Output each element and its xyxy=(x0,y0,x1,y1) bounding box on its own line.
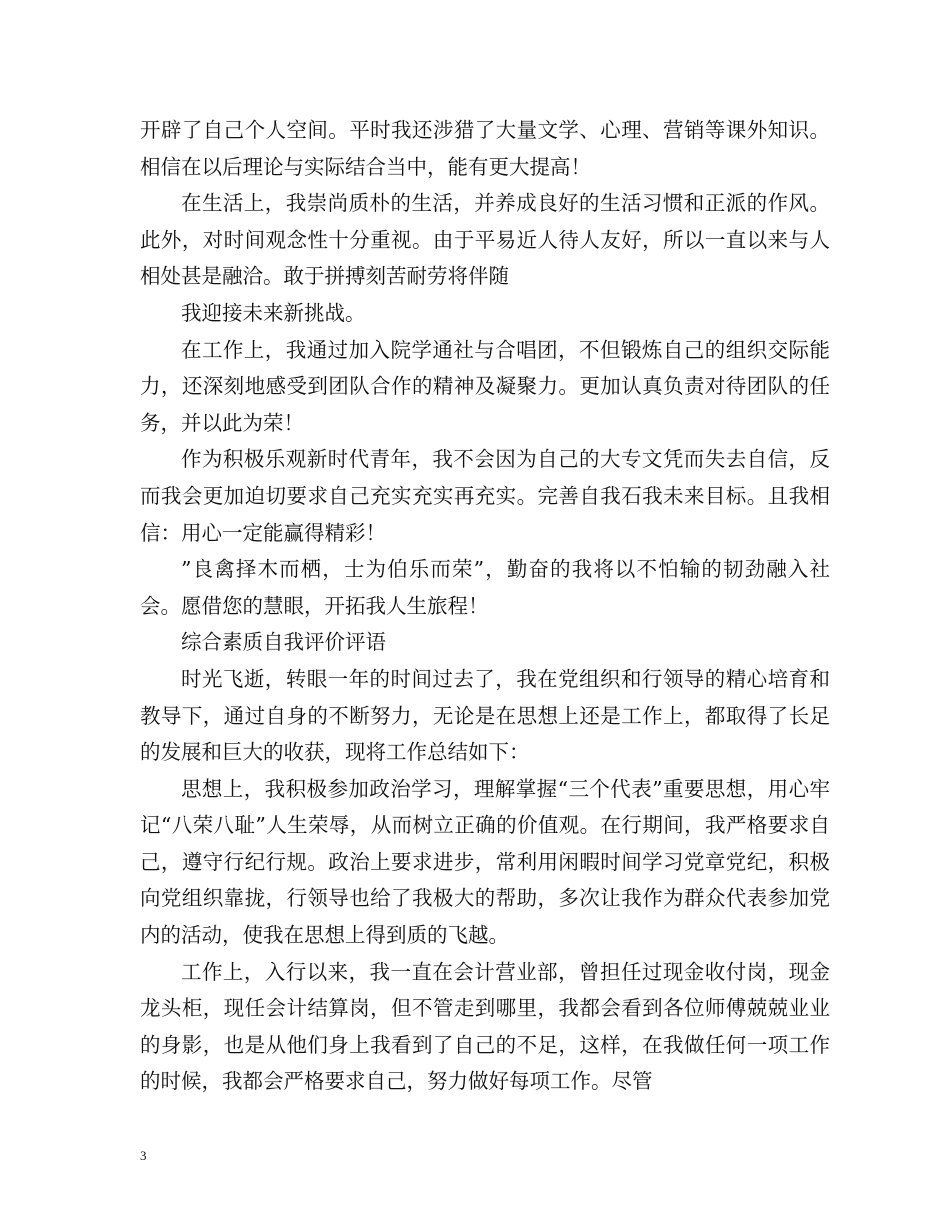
paragraph-9: 思想上，我积极参加政治学习，理解掌握“三个代表”重要思想，用心牢记“八荣八耻”人生荣辱，从而树立正确的价值观。在行期间，我严格要求自己，遵守行纪行规。政治上要求进步，常利用闲暇时间学习党章党纪，积极向党组织靠拢，行领导也给了我极大的帮助，多次让我作为群众代表参加党内的活动，使我在思想上得到质的飞越。 xyxy=(140,776,830,948)
paragraph-5: 作为积极乐观新时代青年，我不会因为自己的大专文凭而失去自信，反而我会更加迫切要求自己充实充实再充实。完善自我石我未来目标。且我相信：用心一定能赢得精彩！ xyxy=(140,447,830,545)
paragraph-2: 在生活上，我崇尚质朴的生活，并养成良好的生活习惯和正派的作风。此外，对时间观念性十分重视。由于平易近人待人友好，所以一直以来与人相处甚是融洽。敢于拼搏刻苦耐劳将伴随 xyxy=(140,191,830,289)
paragraph-4: 在工作上，我通过加入院学通社与合唱团，不但锻炼自己的组织交际能力，还深刻地感受到团队合作的精神及凝聚力。更加认真负责对待团队的任务，并以此为荣！ xyxy=(140,337,830,435)
paragraph-3: 我迎接未来新挑战。 xyxy=(181,300,366,325)
paragraph-1: 开辟了自己个人空间。平时我还涉猎了大量文学、心理、营销等课外知识。相信在以后理论与实际结合当中，能有更大提高！ xyxy=(140,118,830,179)
page-number: 3 xyxy=(140,1148,147,1163)
paragraph-8: 时光飞逝，转眼一年的时间过去了，我在党组织和行领导的精心培育和教导下，通过自身的不断努力，无论是在思想上还是工作上，都取得了长足的发展和巨大的收获，现将工作总结如下： xyxy=(140,666,830,765)
section-heading: 综合素质自我评价评语 xyxy=(181,630,386,655)
paragraph-6: ”良禽择木而栖，士为伯乐而荣”，勤奋的我将以不怕输的韧劲融入社会。愿借您的慧眼，开拓我人生旅程！ xyxy=(140,557,830,618)
paragraph-10: 工作上，入行以来，我一直在会计营业部，曾担任过现金收付岗，现金龙头柜，现任会计结算岗，但不管走到哪里，我都会看到各位师傅兢兢业业的身影，也是从他们身上我看到了自己的不足，这样，在我做任何一项工作的时候，我都会严格要求自己，努力做好每项工作。尽管 xyxy=(140,959,830,1094)
document-body xyxy=(140,112,830,1100)
